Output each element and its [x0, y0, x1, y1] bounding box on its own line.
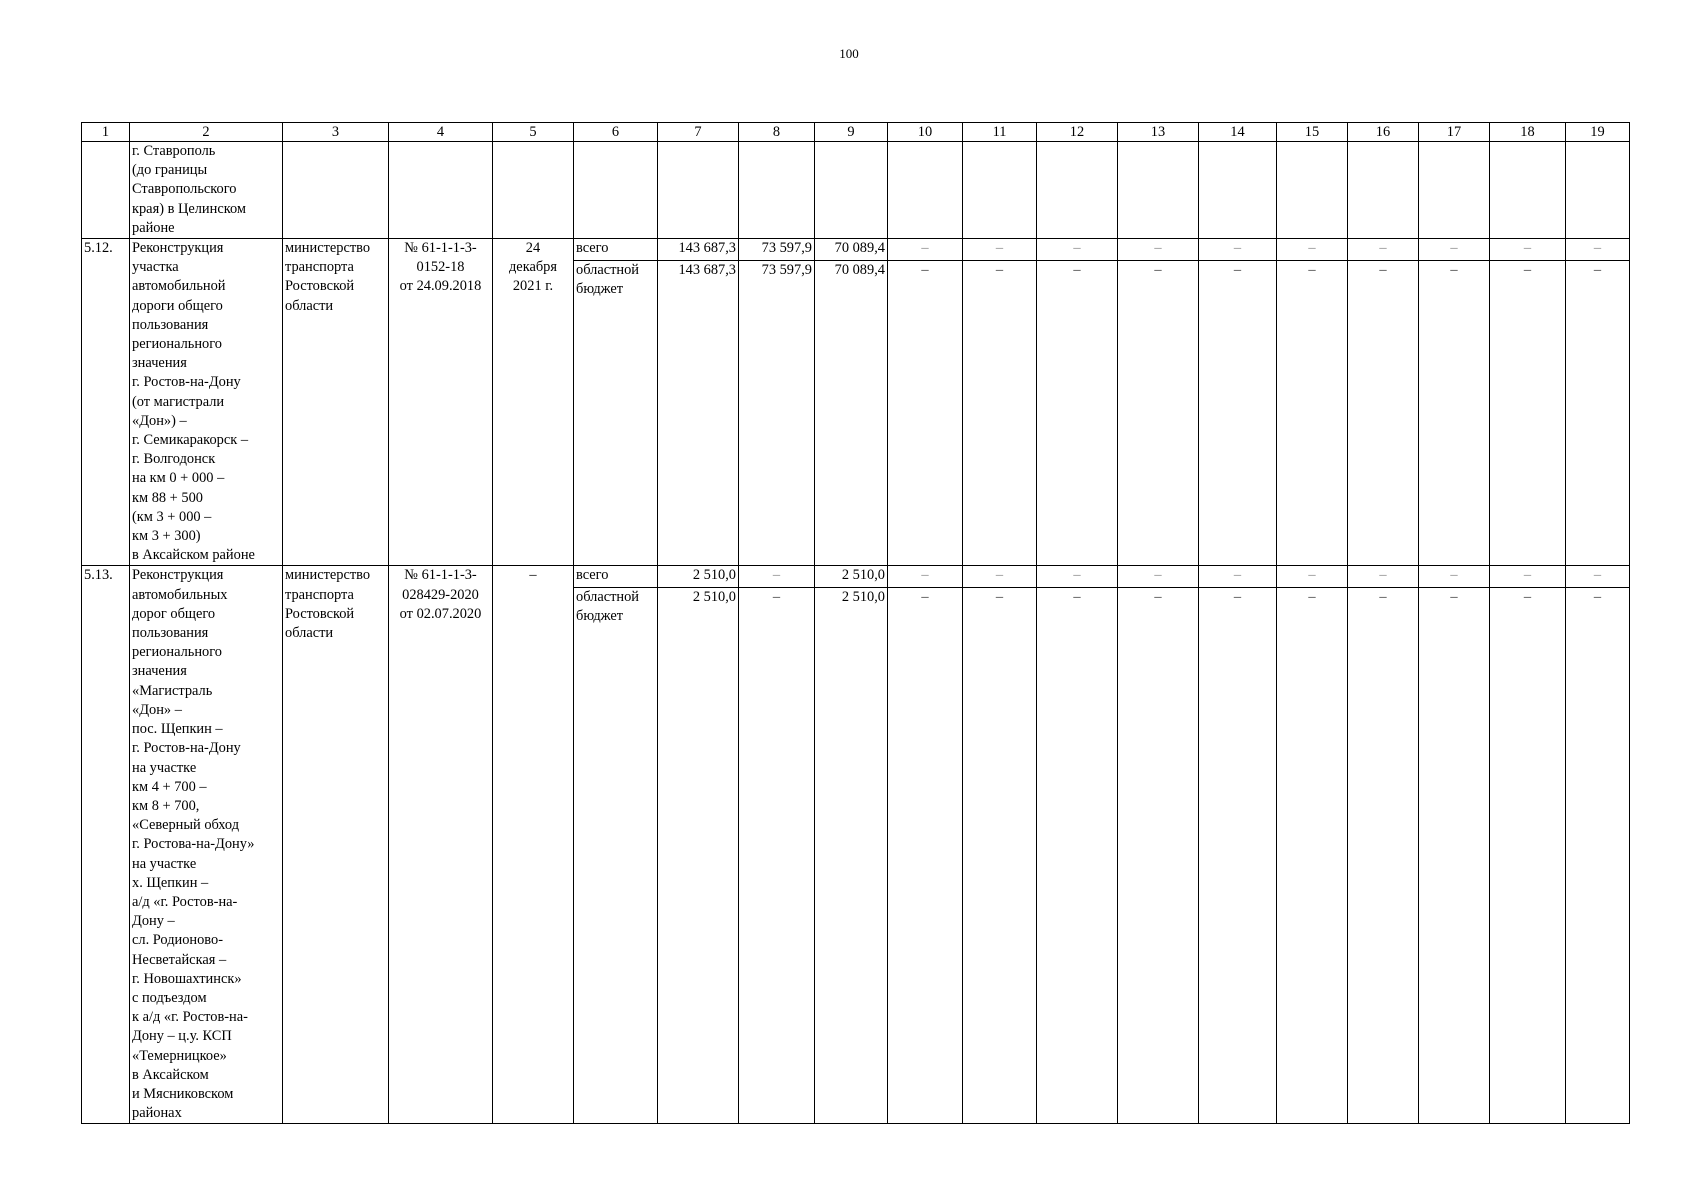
column-number: 9 — [815, 123, 888, 142]
column-number: 18 — [1490, 123, 1566, 142]
column-number: 19 — [1566, 123, 1630, 142]
empty-cell — [1566, 142, 1630, 239]
funding-source: областной бюджет — [574, 260, 658, 566]
column-number: 6 — [574, 123, 658, 142]
deadline: – — [493, 566, 574, 1124]
customer: министерство транспорта Ростовской области — [283, 566, 389, 1124]
column-number: 12 — [1037, 123, 1118, 142]
empty-cell — [1118, 142, 1199, 239]
amount-cell: – — [1348, 566, 1419, 587]
amount-cell: – — [888, 239, 963, 261]
amount-cell: – — [963, 239, 1037, 261]
empty-cell — [1490, 142, 1566, 239]
column-number: 5 — [493, 123, 574, 142]
amount-cell: – — [1199, 566, 1277, 587]
amount-cell: – — [1566, 260, 1630, 566]
amount-cell: – — [1037, 587, 1118, 1123]
amount-cell: – — [739, 566, 815, 587]
empty-cell — [963, 142, 1037, 239]
program-table — [81, 122, 1630, 1124]
amount-cell: 70 089,4 — [815, 260, 888, 566]
amount-cell: – — [888, 260, 963, 566]
amount-cell: – — [963, 566, 1037, 587]
column-number: 11 — [963, 123, 1037, 142]
amount-cell: – — [1277, 587, 1348, 1123]
amount-cell: – — [1566, 587, 1630, 1123]
amount-cell: – — [1348, 260, 1419, 566]
empty-cell — [1037, 142, 1118, 239]
column-number: 14 — [1199, 123, 1277, 142]
amount-cell: 143 687,3 — [658, 260, 739, 566]
amount-cell: – — [1037, 566, 1118, 587]
empty-cell — [1277, 142, 1348, 239]
column-number: 16 — [1348, 123, 1419, 142]
expertise-document: № 61-1-1-3- 0152-18 от 24.09.2018 — [389, 239, 493, 566]
column-numbers-row — [82, 123, 1630, 142]
continuation-row — [82, 142, 1630, 239]
amount-cell: 73 597,9 — [739, 239, 815, 261]
expertise-document: № 61-1-1-3- 028429-2020 от 02.07.2020 — [389, 566, 493, 1124]
table-body — [82, 123, 1630, 1124]
empty-cell — [658, 142, 739, 239]
object-name: г. Ставрополь (до границы Ставропольского края) в Целинском районе — [130, 142, 283, 239]
amount-cell: – — [1118, 587, 1199, 1123]
amount-cell: 73 597,9 — [739, 260, 815, 566]
amount-cell: – — [1419, 587, 1490, 1123]
amount-cell: – — [1199, 239, 1277, 261]
amount-cell: – — [963, 260, 1037, 566]
amount-cell: – — [1348, 587, 1419, 1123]
empty-cell — [82, 142, 130, 239]
amount-cell: – — [888, 566, 963, 587]
empty-cell — [1348, 142, 1419, 239]
object-name: Реконструкция автомобильных дорог общего пользования регионального значения «Магистраль «Дон» – пос. Щепкин – г. Ростов-на-Дону на участке км 4 + 700 – км 8 + 700, «Северный обход г. Ростова-на-Дону» на участке х. Щепкин – а/д «г. Ростов-на- Дону – сл. Родионово- Несветайская – г. Новошахтинск» с подъездом к а/д «г. Ростов-на- Дону – ц.у. КСП «Темерницкое» в Аксайском и Мясниковском районах — [130, 566, 283, 1124]
amount-cell: – — [1566, 239, 1630, 261]
amount-cell: 2 510,0 — [658, 566, 739, 587]
amount-cell: – — [1037, 260, 1118, 566]
empty-cell — [888, 142, 963, 239]
amount-cell: – — [888, 587, 963, 1123]
empty-cell — [389, 142, 493, 239]
row-number: 5.13. — [82, 566, 130, 1124]
empty-cell — [1419, 142, 1490, 239]
empty-cell — [574, 142, 658, 239]
empty-cell — [815, 142, 888, 239]
table-row — [82, 239, 1630, 261]
column-number: 10 — [888, 123, 963, 142]
amount-cell: – — [1490, 566, 1566, 587]
amount-cell: – — [1566, 566, 1630, 587]
object-name: Реконструкция участка автомобильной дороги общего пользования регионального значения г. Ростов-на-Дону (от магистрали «Дон») – г. Семикаракорск – г. Волгодонск на км 0 + 000 – км 88 + 500 (км 3 + 000 – км 3 + 300) в Аксайском районе — [130, 239, 283, 566]
amount-cell: – — [1037, 239, 1118, 261]
amount-cell: 143 687,3 — [658, 239, 739, 261]
amount-cell: – — [1490, 239, 1566, 261]
page-number: 100 — [839, 46, 859, 61]
column-number: 13 — [1118, 123, 1199, 142]
amount-cell: – — [1277, 260, 1348, 566]
amount-cell: 2 510,0 — [815, 587, 888, 1123]
empty-cell — [1199, 142, 1277, 239]
amount-cell: – — [1118, 260, 1199, 566]
amount-cell: 2 510,0 — [658, 587, 739, 1123]
column-number: 1 — [82, 123, 130, 142]
amount-cell: – — [1490, 260, 1566, 566]
column-number: 15 — [1277, 123, 1348, 142]
amount-cell: – — [1348, 239, 1419, 261]
column-number: 2 — [130, 123, 283, 142]
amount-cell: – — [1490, 587, 1566, 1123]
customer: министерство транспорта Ростовской области — [283, 239, 389, 566]
amount-cell: 2 510,0 — [815, 566, 888, 587]
column-number: 3 — [283, 123, 389, 142]
amount-cell: – — [1419, 566, 1490, 587]
empty-cell — [283, 142, 389, 239]
amount-cell: – — [1419, 260, 1490, 566]
funding-source: всего — [574, 239, 658, 261]
funding-source: всего — [574, 566, 658, 587]
empty-cell — [493, 142, 574, 239]
amount-cell: – — [1419, 239, 1490, 261]
amount-cell: – — [963, 587, 1037, 1123]
amount-cell: 70 089,4 — [815, 239, 888, 261]
column-number: 4 — [389, 123, 493, 142]
amount-cell: – — [1277, 566, 1348, 587]
amount-cell: – — [1199, 260, 1277, 566]
column-number: 7 — [658, 123, 739, 142]
amount-cell: – — [739, 587, 815, 1123]
amount-cell: – — [1199, 587, 1277, 1123]
amount-cell: – — [1118, 239, 1199, 261]
deadline: 24 декабря 2021 г. — [493, 239, 574, 566]
amount-cell: – — [1118, 566, 1199, 587]
column-number: 17 — [1419, 123, 1490, 142]
amount-cell: – — [1277, 239, 1348, 261]
table-row — [82, 566, 1630, 587]
funding-source: областной бюджет — [574, 587, 658, 1123]
empty-cell — [739, 142, 815, 239]
row-number: 5.12. — [82, 239, 130, 566]
column-number: 8 — [739, 123, 815, 142]
